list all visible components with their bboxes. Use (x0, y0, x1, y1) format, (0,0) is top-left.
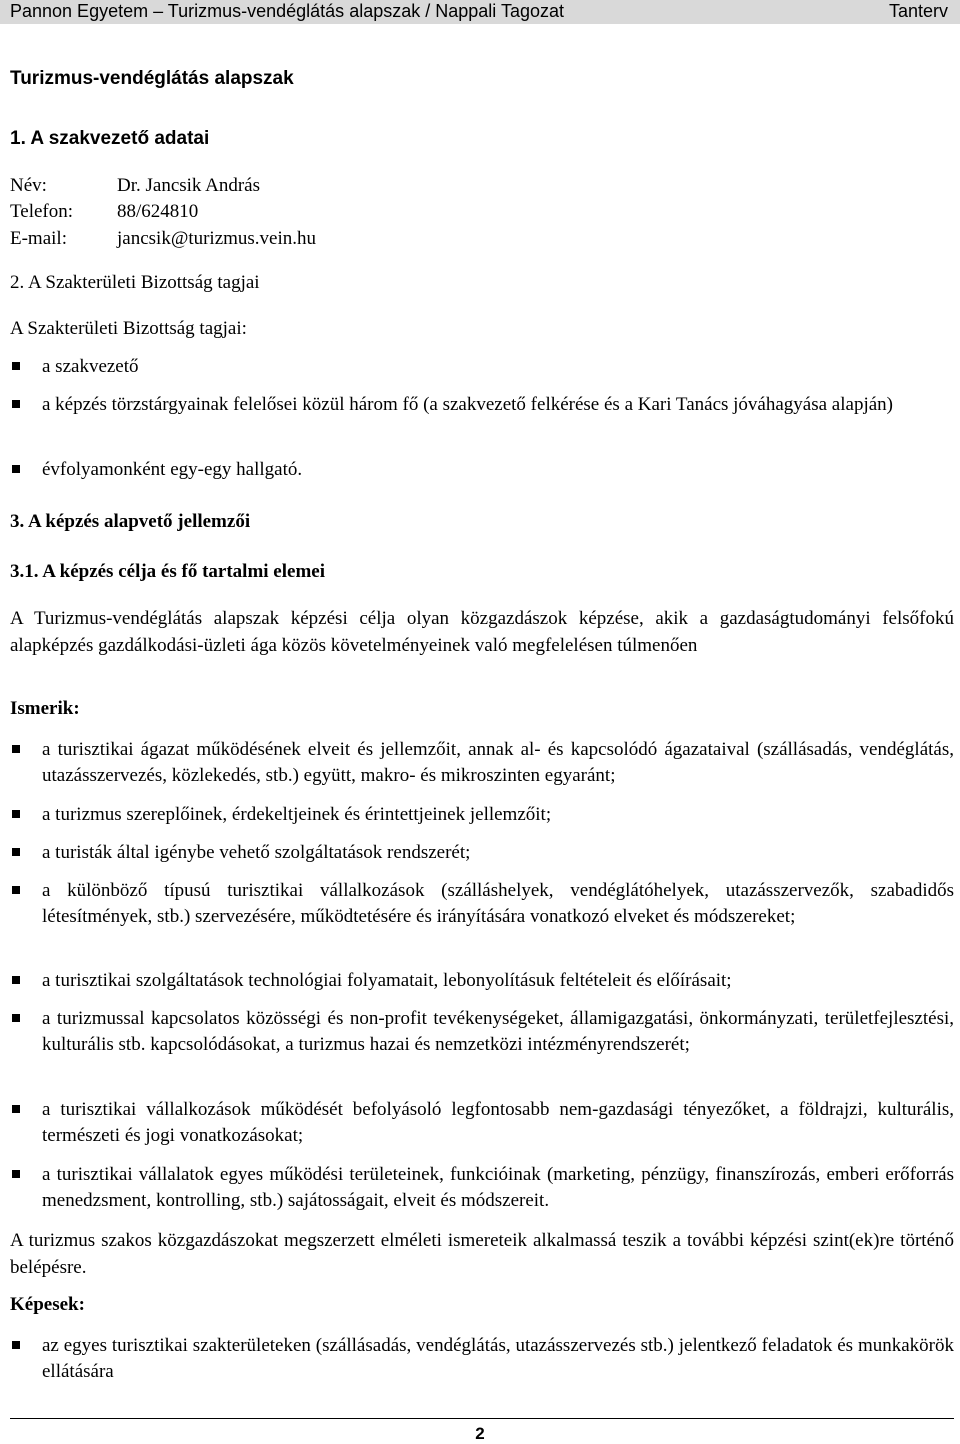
ismerik-label: Ismerik: (10, 698, 80, 719)
section-3-closing: A turizmus szakos közgazdászokat megszerzett elméleti ismereteik alkalmassá teszik a további képzési szint(ek)re történő belépésre. (10, 1230, 954, 1278)
bullet-icon (12, 362, 20, 370)
kepesek-label: Képesek: (10, 1294, 85, 1315)
contact-label: E-mail: (10, 228, 67, 249)
list-item: a turizmus szereplőinek, érdekeltjeinek és érintettjeinek jellemzőit; (10, 802, 954, 828)
section-3-1-title: 3.1. A képzés célja és fő tartalmi elemei (10, 561, 325, 582)
section-3-title: 3. A képzés alapvető jellemzői (10, 511, 251, 532)
bullet-icon (12, 976, 20, 984)
contact-value: jancsik@turizmus.vein.hu (117, 228, 317, 249)
bullet-icon (12, 1105, 20, 1113)
contact-label: Név: (10, 175, 47, 196)
list-item: a turisták által igénybe vehető szolgáltatások rendszerét; (10, 840, 954, 866)
list-item: a különböző típusú turisztikai vállalkozások (szálláshelyek, vendéglátóhelyek, utazásszervezők, szabadidős létesítmények, stb.) szervezésére, működtetésére és irányítására vonatkozó elveket és módszereket; (10, 878, 954, 930)
bullet-icon (12, 848, 20, 856)
bullet-icon (12, 1170, 20, 1178)
list-item: a turisztikai szolgáltatások technológiai folyamatait, lebonyolításuk feltételeit és előírásait; (10, 968, 954, 994)
bullet-icon (12, 745, 20, 753)
page-number: 2 (475, 1424, 485, 1443)
list-item: évfolyamonként egy-egy hallgató. (10, 457, 954, 483)
bullet-icon (12, 1341, 20, 1349)
list-item: a turisztikai vállalkozások működését befolyásoló legfontosabb nem-gazdasági tényezőket, a földrajzi, kulturális, természeti és jogi vonatkozásokat; (10, 1097, 954, 1149)
section-2-title: 2. A Szakterületi Bizottság tagjai (10, 272, 260, 293)
page-header (0, 0, 960, 24)
header-title: Pannon Egyetem – Turizmus-vendéglátás alapszak / Nappali Tagozat (10, 1, 564, 21)
section-1-title: 1. A szakvezető adatai (10, 128, 210, 149)
bullet-icon (12, 465, 20, 473)
list-item: a turisztikai ágazat működésének elveit és jellemzőit, annak al- és kapcsolódó ágazataival (szállásadás, vendéglátás, utazásszervezés, közlekedés, stb.) együtt, makro- és mikroszinten egyaránt; (10, 737, 954, 789)
contact-row-email (10, 226, 316, 252)
contact-value: 88/624810 (117, 201, 199, 222)
document-title: Turizmus-vendéglátás alapszak (10, 68, 294, 89)
section-3-intro: A Turizmus-vendéglátás alapszak képzési célja olyan közgazdászok képzése, akik a gazdaságtudományi felsőfokú alapképzés gazdálkodási-üzleti ága közös követelményeinek való megfelelésen túlmenően (10, 608, 954, 656)
list-item: a turisztikai vállalatok egyes működési területeinek, funkcióinak (marketing, pénzügy, finanszírozás, emberi erőforrás menedzsment, kontrolling, stb.) sajátosságait, elveit és módszereit. (10, 1162, 954, 1214)
list-item: a képzés törzstárgyainak felelősei közül három fő (a szakvezető felkérése és a Kari Tanács jóváhagyása alapján) (10, 392, 954, 418)
list-item: az egyes turisztikai szakterületeken (szállásadás, vendéglátás, utazásszervezés stb.) jelentkező feladatok és munkakörök ellátására (10, 1333, 954, 1385)
bullet-icon (12, 886, 20, 894)
section-2-intro: A Szakterületi Bizottság tagjai: (10, 318, 247, 339)
footer-divider (10, 1418, 954, 1419)
list-item: a szakvezető (10, 354, 954, 380)
contact-row-phone (10, 199, 198, 225)
bullet-icon (12, 400, 20, 408)
contact-label: Telefon: (10, 201, 74, 222)
header-doc-type: Tanterv (888, 1, 948, 21)
bullet-icon (12, 1014, 20, 1022)
list-item: a turizmussal kapcsolatos közösségi és non-profit tevékenységeket, államigazgatási, önkormányzati, területfejlesztési, kulturális stb. kapcsolódásokat, a turizmus hazai és nemzetközi intézményrendszerét; (10, 1006, 954, 1058)
contact-row-name (10, 173, 260, 199)
bullet-icon (12, 810, 20, 818)
contact-value: Dr. Jancsik András (117, 175, 261, 196)
